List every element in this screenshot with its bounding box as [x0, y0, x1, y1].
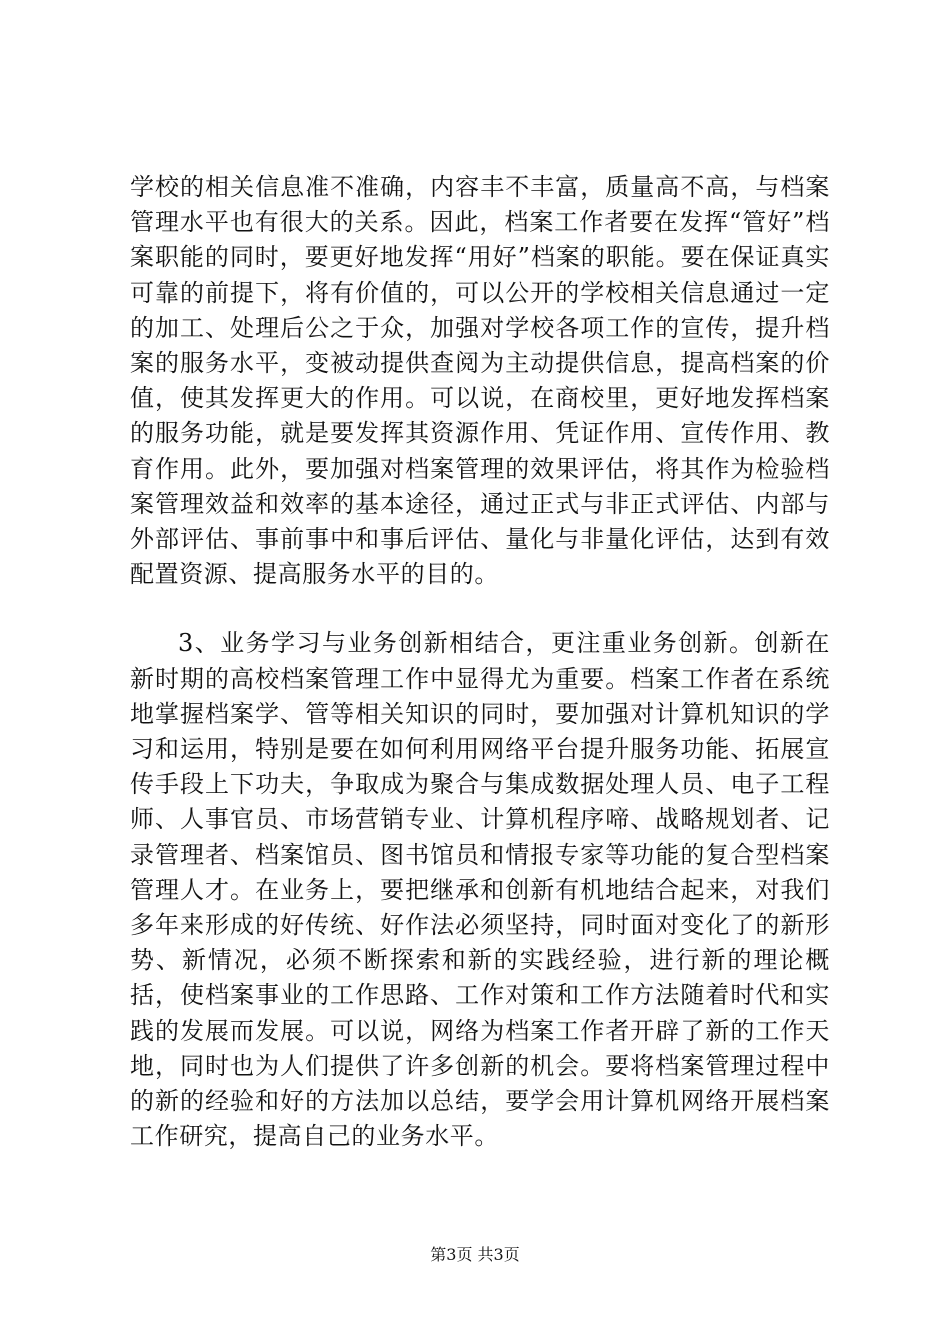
body-paragraph-2: 3、业务学习与业务创新相结合，更注重业务创新。创新在新时期的高校档案管理工作中显得尤为重要。档案工作者在系统地掌握档案学、管等相关知识的同时，要加强对计算机知识的学习和运用，特别是要在如何利用网络平台提升服务功能、拓展宣传手段上下功夫，争取成为聚合与集成数据处理人员、电子工程师、人事官员、市场营销专业、计算机程序啼、战略规划者、记录管理者、档案馆员、图书馆员和情报专家等功能的复合型档案管理人才。在业务上，要把继承和创新有机地结合起来，对我们多年来形成的好传统、好作法必须坚持，同时面对变化了的新形势、新情况，必须不断探索和新的实践经验，进行新的理论概括，使档案事业的工作思路、工作对策和工作方法随着时代和实践的发展而发展。可以说，网络为档案工作者开辟了新的工作天地，同时也为人们提供了许多创新的机会。要将档案管理过程中的新的经验和好的方法加以总结，要学会用计算机网络开展档案工作研究，提高自己的业务水平。	[130, 629, 830, 1151]
body-paragraph-1: 学校的相关信息准不准确，内容丰不丰富，质量高不高，与档案管理水平也有很大的关系。因此，档案工作者要在发挥“管好”档案职能的同时，要更好地发挥“用好”档案的职能。要在保证真实可靠的前提下，将有价值的，可以公开的学校相关信息通过一定的加工、处理后公之于众，加强对学校各项工作的宣传，提升档案的服务水平，变被动提供查阅为主动提供信息，提高档案的价值，使其发挥更大的作用。可以说，在商校里，更好地发挥档案的服务功能，就是要发挥其资源作用、凭证作用、宣传作用、教育作用。此外，要加强对档案管理的效果评估，将其作为检验档案管理效益和效率的基本途径，通过正式与非正式评估、内部与外部评估、事前事中和事后评估、量化与非量化评估，达到有效配置资源、提高服务水平的目的。	[130, 173, 830, 589]
page-footer: 第3页 共3页	[430, 1245, 520, 1264]
document-body	[130, 170, 830, 1154]
